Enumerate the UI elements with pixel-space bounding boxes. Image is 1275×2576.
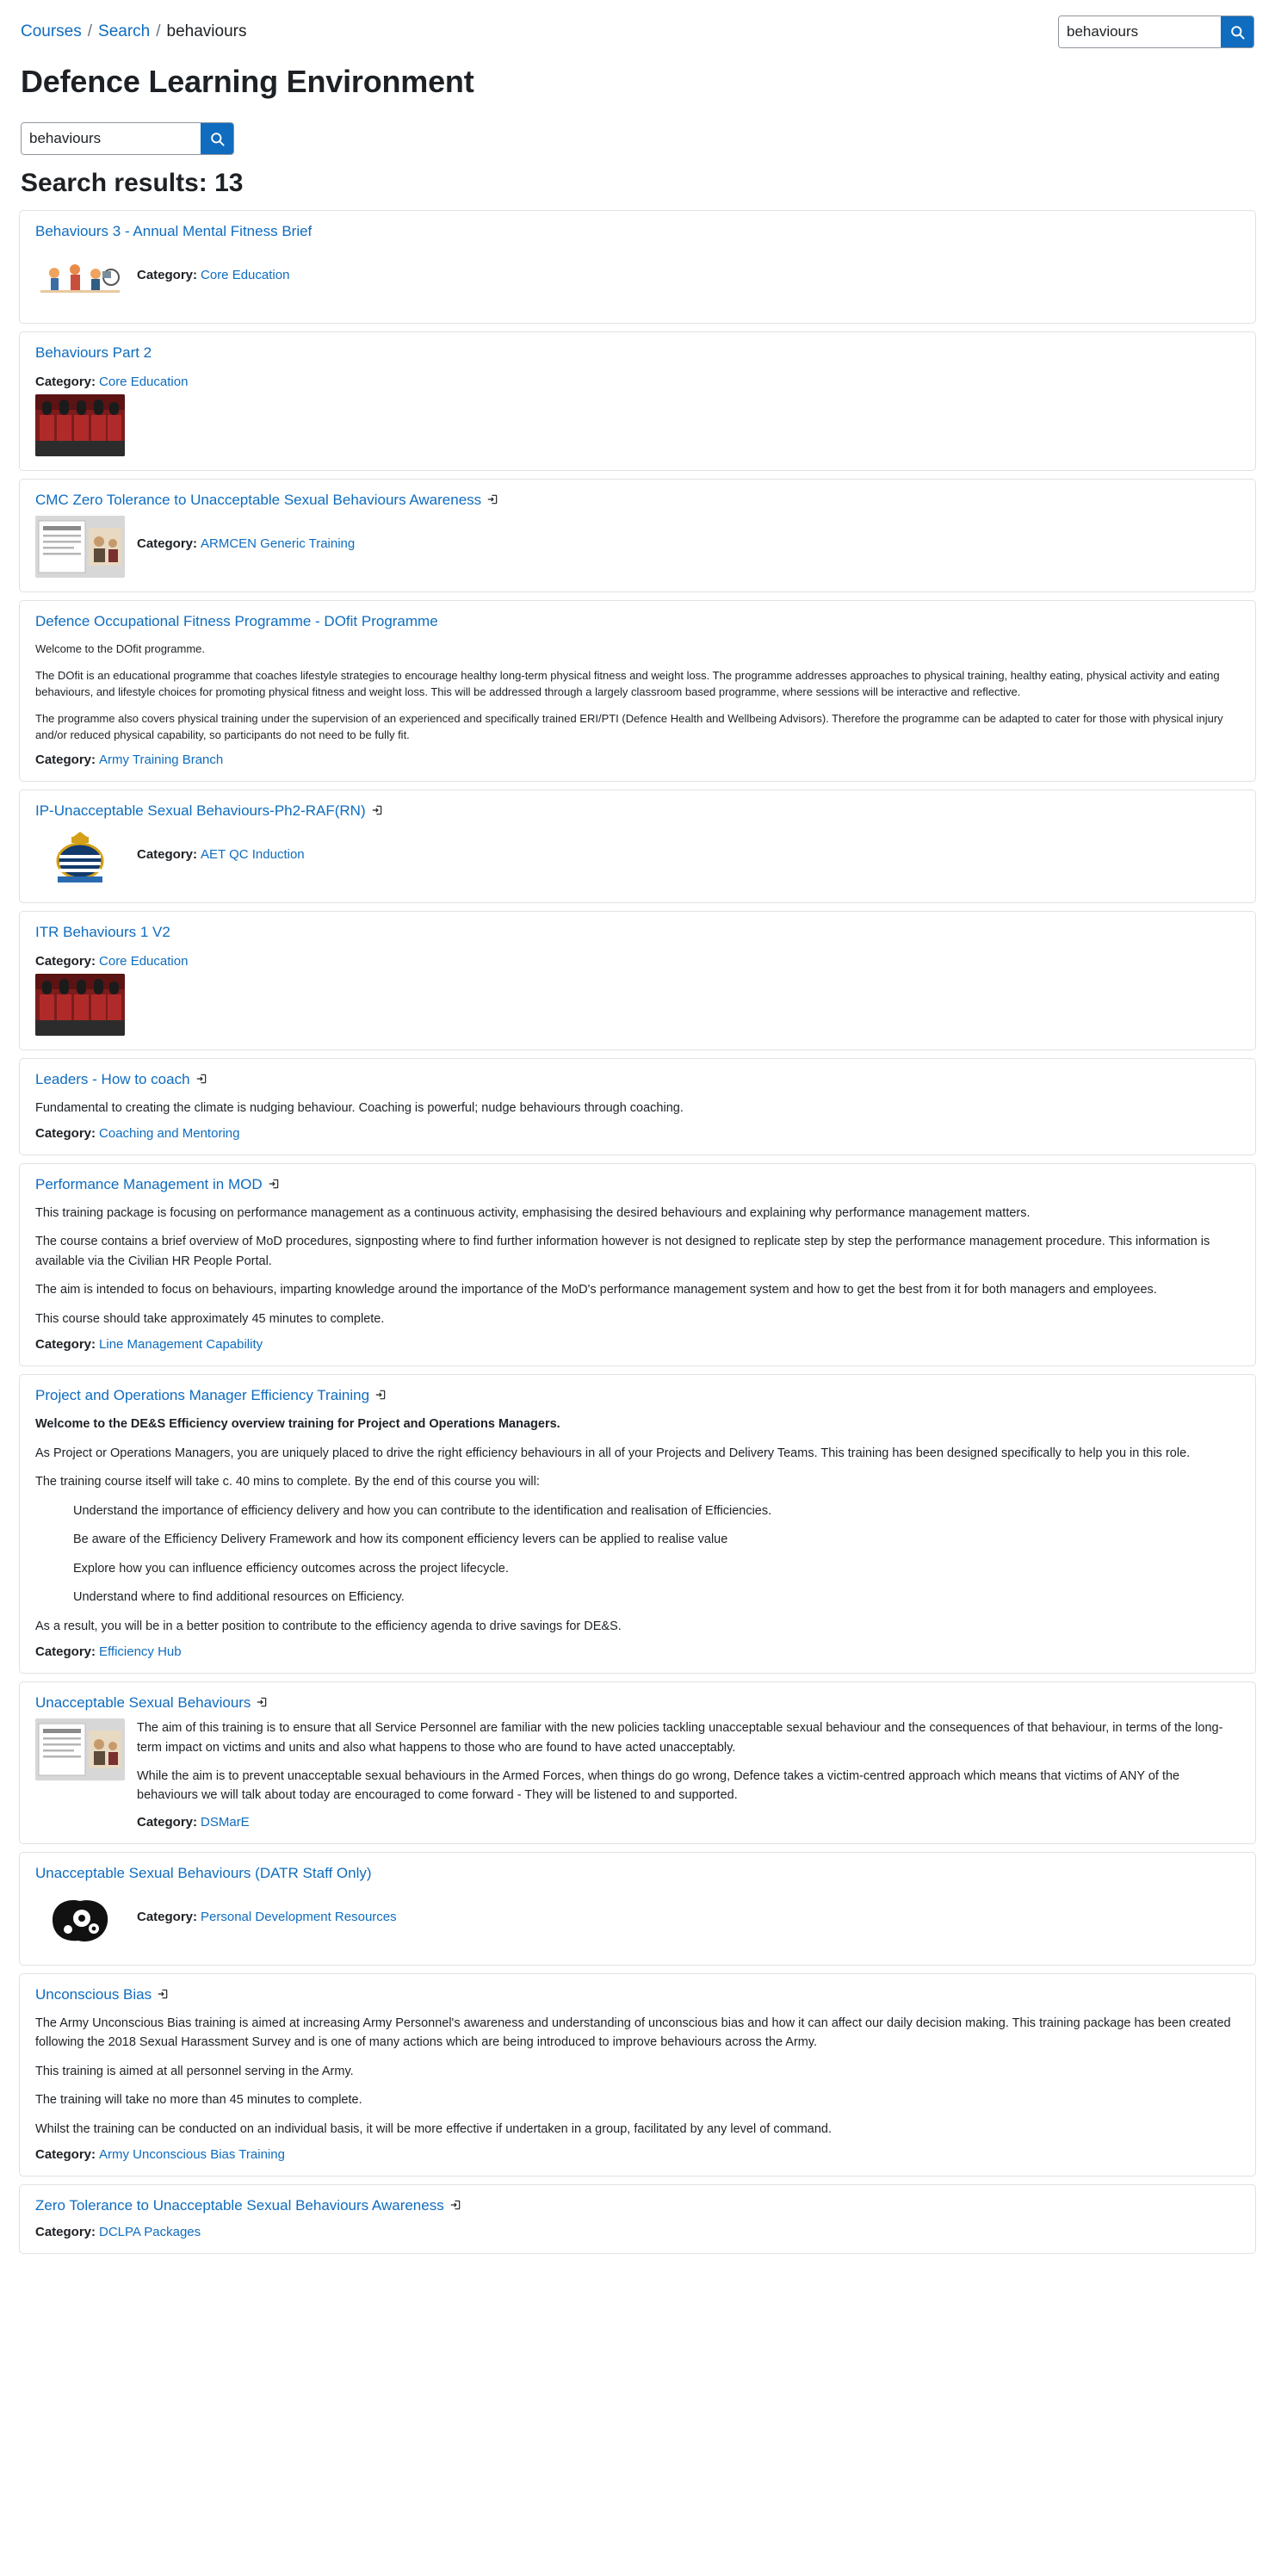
category-link[interactable]: Line Management Capability [99, 1337, 263, 1353]
result-description: The aim of this training is to ensure that all Service Personnel are familiar with the new policies tackling unacceptable sexual behaviour and the consequences of that behaviour, in terms of the long-term impact on victims and units and also what happens to those who are found to have acted unacceptably. [137, 1721, 1223, 1755]
category-link[interactable]: Core Education [201, 268, 290, 282]
result-category [137, 847, 1240, 862]
result-text-block [137, 247, 1240, 282]
result-description: Whilst the training can be conducted on an individual basis, it will be more effective if undertaken in a group, facilitated by any level of command. [35, 2121, 832, 2136]
result-description: Fundamental to creating the climate is nudging behaviour. Coaching is powerful; nudge behaviours through coaching. [35, 1100, 684, 1115]
guest-access-icon [268, 1178, 280, 1193]
category-label: Category: [137, 536, 198, 551]
results-heading: Search results: 13 [21, 169, 244, 197]
category-label: Category: [137, 846, 198, 862]
result-content [35, 974, 1240, 1036]
result-description: The training course itself will take c. 40 mins to complete. By the end of this course you will: [35, 1475, 540, 1489]
result-content [35, 1204, 1240, 1328]
category-link[interactable]: DSMarE [201, 1814, 250, 1830]
result-text-block [137, 1718, 1240, 1830]
result-title-link[interactable]: ITR Behaviours 1 V2 [35, 923, 170, 940]
result-title-link[interactable]: Behaviours Part 2 [35, 344, 152, 361]
result-category [35, 954, 1240, 969]
category-label: Category: [35, 953, 96, 969]
result-category [137, 536, 1240, 551]
search-result-card [19, 911, 1256, 1050]
result-description: This course should take approximately 45 minutes to complete. [35, 1311, 385, 1326]
guest-access-icon [256, 1696, 268, 1712]
search-result-card [19, 1852, 1256, 1966]
category-label: Category: [35, 375, 96, 389]
result-category [35, 1126, 1240, 1141]
result-content [35, 1099, 1240, 1118]
result-description: As a result, you will be in a better position to contribute to the efficiency agenda to drive savings for DE&S. [35, 1619, 622, 1633]
result-content [35, 641, 1240, 744]
course-search[interactable] [21, 122, 234, 155]
course-thumbnail[interactable] [35, 247, 125, 309]
result-content [35, 1415, 1240, 1636]
page-title: Defence Learning Environment [21, 64, 474, 99]
result-description: The programme also covers physical training under the supervision of an experienced and specifically trained ERI/PTI (Defence Health and Wellbeing Advisors). Therefore the programme can be adapted to cater for those with physical injury and/or reduced physical capability, so participants do not need to be fully fit. [35, 711, 1223, 741]
guest-access-icon [449, 2199, 461, 2214]
search-icon [1229, 24, 1246, 40]
result-description: Explore how you can influence efficiency outcomes across the project lifecycle. [73, 1561, 509, 1576]
header-search[interactable] [1058, 15, 1254, 48]
result-description: As Project or Operations Managers, you are uniquely placed to drive the right efficiency behaviours in all of your Projects and Delivery Teams. This training has been designed specifically to help you in this role. [35, 1446, 1191, 1460]
search-result-card [19, 331, 1256, 471]
result-title-link[interactable]: Zero Tolerance to Unacceptable Sexual Behaviours Awareness [35, 2197, 444, 2214]
result-content [35, 1718, 1240, 1830]
course-thumbnail[interactable] [35, 516, 125, 578]
result-title-link[interactable]: Defence Occupational Fitness Programme - DOfit Programme [35, 613, 438, 629]
guest-access-icon [157, 1988, 169, 2003]
result-category [35, 752, 1240, 767]
result-title-link[interactable]: CMC Zero Tolerance to Unacceptable Sexual Behaviours Awareness [35, 492, 482, 508]
category-label: Category: [137, 1909, 198, 1924]
result-category [137, 268, 1240, 282]
breadcrumb-item-courses[interactable]: Courses [21, 22, 82, 40]
result-content [35, 1889, 1240, 1951]
search-form-region [21, 122, 1275, 155]
result-category [137, 1815, 1240, 1830]
search-result-card [19, 1374, 1256, 1674]
category-link[interactable]: Personal Development Resources [201, 1909, 397, 1924]
result-description: Understand the importance of efficiency delivery and how you can contribute to the identification and realisation of Efficiencies. [73, 1503, 772, 1518]
result-title-link[interactable]: Unacceptable Sexual Behaviours [35, 1694, 251, 1712]
guest-access-icon [374, 1389, 387, 1404]
search-result-card [19, 1973, 1256, 2177]
result-title-link[interactable]: Performance Management in MOD [35, 1175, 263, 1192]
category-link[interactable]: Efficiency Hub [99, 1644, 182, 1660]
category-link[interactable]: Core Education [99, 375, 189, 389]
result-title-link[interactable]: Unacceptable Sexual Behaviours (DATR Staff Only) [35, 1864, 372, 1881]
course-search-button[interactable] [201, 122, 233, 155]
search-results-list [19, 210, 1256, 2254]
category-link[interactable]: Core Education [99, 953, 189, 969]
result-description: Understand where to find additional resources on Efficiency. [73, 1590, 405, 1605]
result-description: This training is aimed at all personnel serving in the Army. [35, 2064, 354, 2078]
course-thumbnail[interactable] [35, 394, 125, 456]
guest-access-icon [195, 1073, 207, 1088]
category-link[interactable]: Army Unconscious Bias Training [99, 2147, 285, 2163]
breadcrumb-item-search[interactable]: Search [98, 22, 151, 40]
search-result-card [19, 1058, 1256, 1155]
category-link[interactable]: AET QC Induction [201, 846, 305, 862]
course-thumbnail[interactable] [35, 827, 125, 889]
search-result-card [19, 1163, 1256, 1366]
result-category [35, 1644, 1240, 1659]
category-link[interactable]: ARMCEN Generic Training [201, 536, 356, 551]
result-title-link[interactable]: Project and Operations Manager Efficiency Training [35, 1387, 370, 1404]
breadcrumb-current: behaviours [166, 22, 247, 40]
category-label: Category: [35, 2225, 96, 2240]
result-content [35, 2014, 1240, 2139]
category-label: Category: [137, 268, 198, 282]
result-category [35, 2225, 1240, 2239]
result-category [137, 1910, 1240, 1924]
result-content [35, 394, 1240, 456]
category-label: Category: [137, 1814, 198, 1830]
category-label: Category: [35, 1337, 96, 1353]
header-search-input[interactable] [1059, 16, 1221, 47]
result-content [35, 247, 1240, 309]
course-search-input[interactable] [22, 123, 201, 154]
category-label: Category: [35, 1125, 96, 1141]
result-text-block [137, 516, 1240, 551]
result-description: Be aware of the Efficiency Delivery Framework and how its component efficiency levers can be applied to realise value [73, 1533, 728, 1547]
result-content [35, 827, 1240, 889]
result-title-link[interactable]: Leaders - How to coach [35, 1070, 190, 1087]
result-description: The DOfit is an educational programme that coaches lifestyle strategies to encourage healthy long-term physical fitness and weight loss. The programme addresses approaches to physical training, healthy eating, physical activity and eating behaviours, and lifestyle choices for promoting physical fitness and weight loss. This will be addressed through a largely classroom based programme, where sessions will be interactive and reflective. [35, 668, 1220, 698]
result-category [35, 375, 1240, 389]
top-bar [0, 0, 1275, 48]
search-result-card [19, 210, 1256, 324]
course-thumbnail[interactable] [35, 1718, 125, 1780]
result-description: Welcome to the DE&S Efficiency overview training for Project and Operations Managers. [35, 1417, 560, 1432]
result-description: The training will take no more than 45 minutes to complete. [35, 2093, 362, 2108]
category-label: Category: [35, 1644, 96, 1660]
search-result-card [19, 790, 1256, 903]
category-link[interactable]: DCLPA Packages [99, 2225, 201, 2240]
category-link[interactable]: Army Training Branch [99, 752, 224, 767]
result-description: The Army Unconscious Bias training is aimed at increasing Army Personnel's awareness and understanding of unconscious bias and how it can affect our daily decision making. This training package has been created following the 2018 Sexual Harassment Survey and is one of many actions which are being introduced to improve behaviours across the Army. [35, 2016, 1231, 2050]
result-text-block [137, 1889, 1240, 1924]
search-result-card [19, 479, 1256, 592]
result-description: The course contains a brief overview of MoD procedures, signposting where to find further information however is not designed to replicate step by step the performance management procedure. This information is available via the Civilian HR People Portal. [35, 1235, 1210, 1268]
guest-access-icon [486, 493, 498, 509]
breadcrumb-separator-2: / [156, 22, 161, 40]
result-description: Welcome to the DOfit programme. [35, 642, 205, 655]
category-label: Category: [35, 752, 96, 767]
result-description: This training package is focusing on performance management as a continuous activity, emphasising the desired behaviours and explaining why performance management matters. [35, 1205, 1031, 1220]
breadcrumb [21, 15, 246, 44]
course-thumbnail[interactable] [35, 974, 125, 1036]
result-category [35, 2147, 1240, 2162]
result-text-block [137, 827, 1240, 862]
result-content [35, 516, 1240, 578]
header-search-button[interactable] [1221, 15, 1253, 48]
category-label: Category: [35, 2147, 96, 2163]
search-result-card [19, 1681, 1256, 1844]
result-description: While the aim is to prevent unacceptable sexual behaviours in the Armed Forces, when things do go wrong, Defence takes a victim-centred approach which means that victims of ANY of the behaviours we will talk about today are encouraged to come forward - They will be listened to and supported. [137, 1769, 1180, 1803]
category-link[interactable]: Coaching and Mentoring [99, 1125, 240, 1141]
breadcrumb-separator: / [87, 22, 93, 40]
search-result-card [19, 2184, 1256, 2254]
search-result-card [19, 600, 1256, 782]
result-title-link[interactable]: IP-Unacceptable Sexual Behaviours-Ph2-RAF(RN) [35, 802, 366, 819]
result-category [35, 1337, 1240, 1352]
course-thumbnail[interactable] [35, 1889, 125, 1951]
result-title-link[interactable]: Behaviours 3 - Annual Mental Fitness Brief [35, 223, 313, 239]
guest-access-icon [371, 804, 383, 820]
result-description: The aim is intended to focus on behaviours, imparting knowledge around the importance of the MoD's performance management system and how to get the best from it for both managers and employees. [35, 1283, 1157, 1297]
result-title-link[interactable]: Unconscious Bias [35, 1985, 152, 2003]
search-icon [209, 131, 226, 147]
